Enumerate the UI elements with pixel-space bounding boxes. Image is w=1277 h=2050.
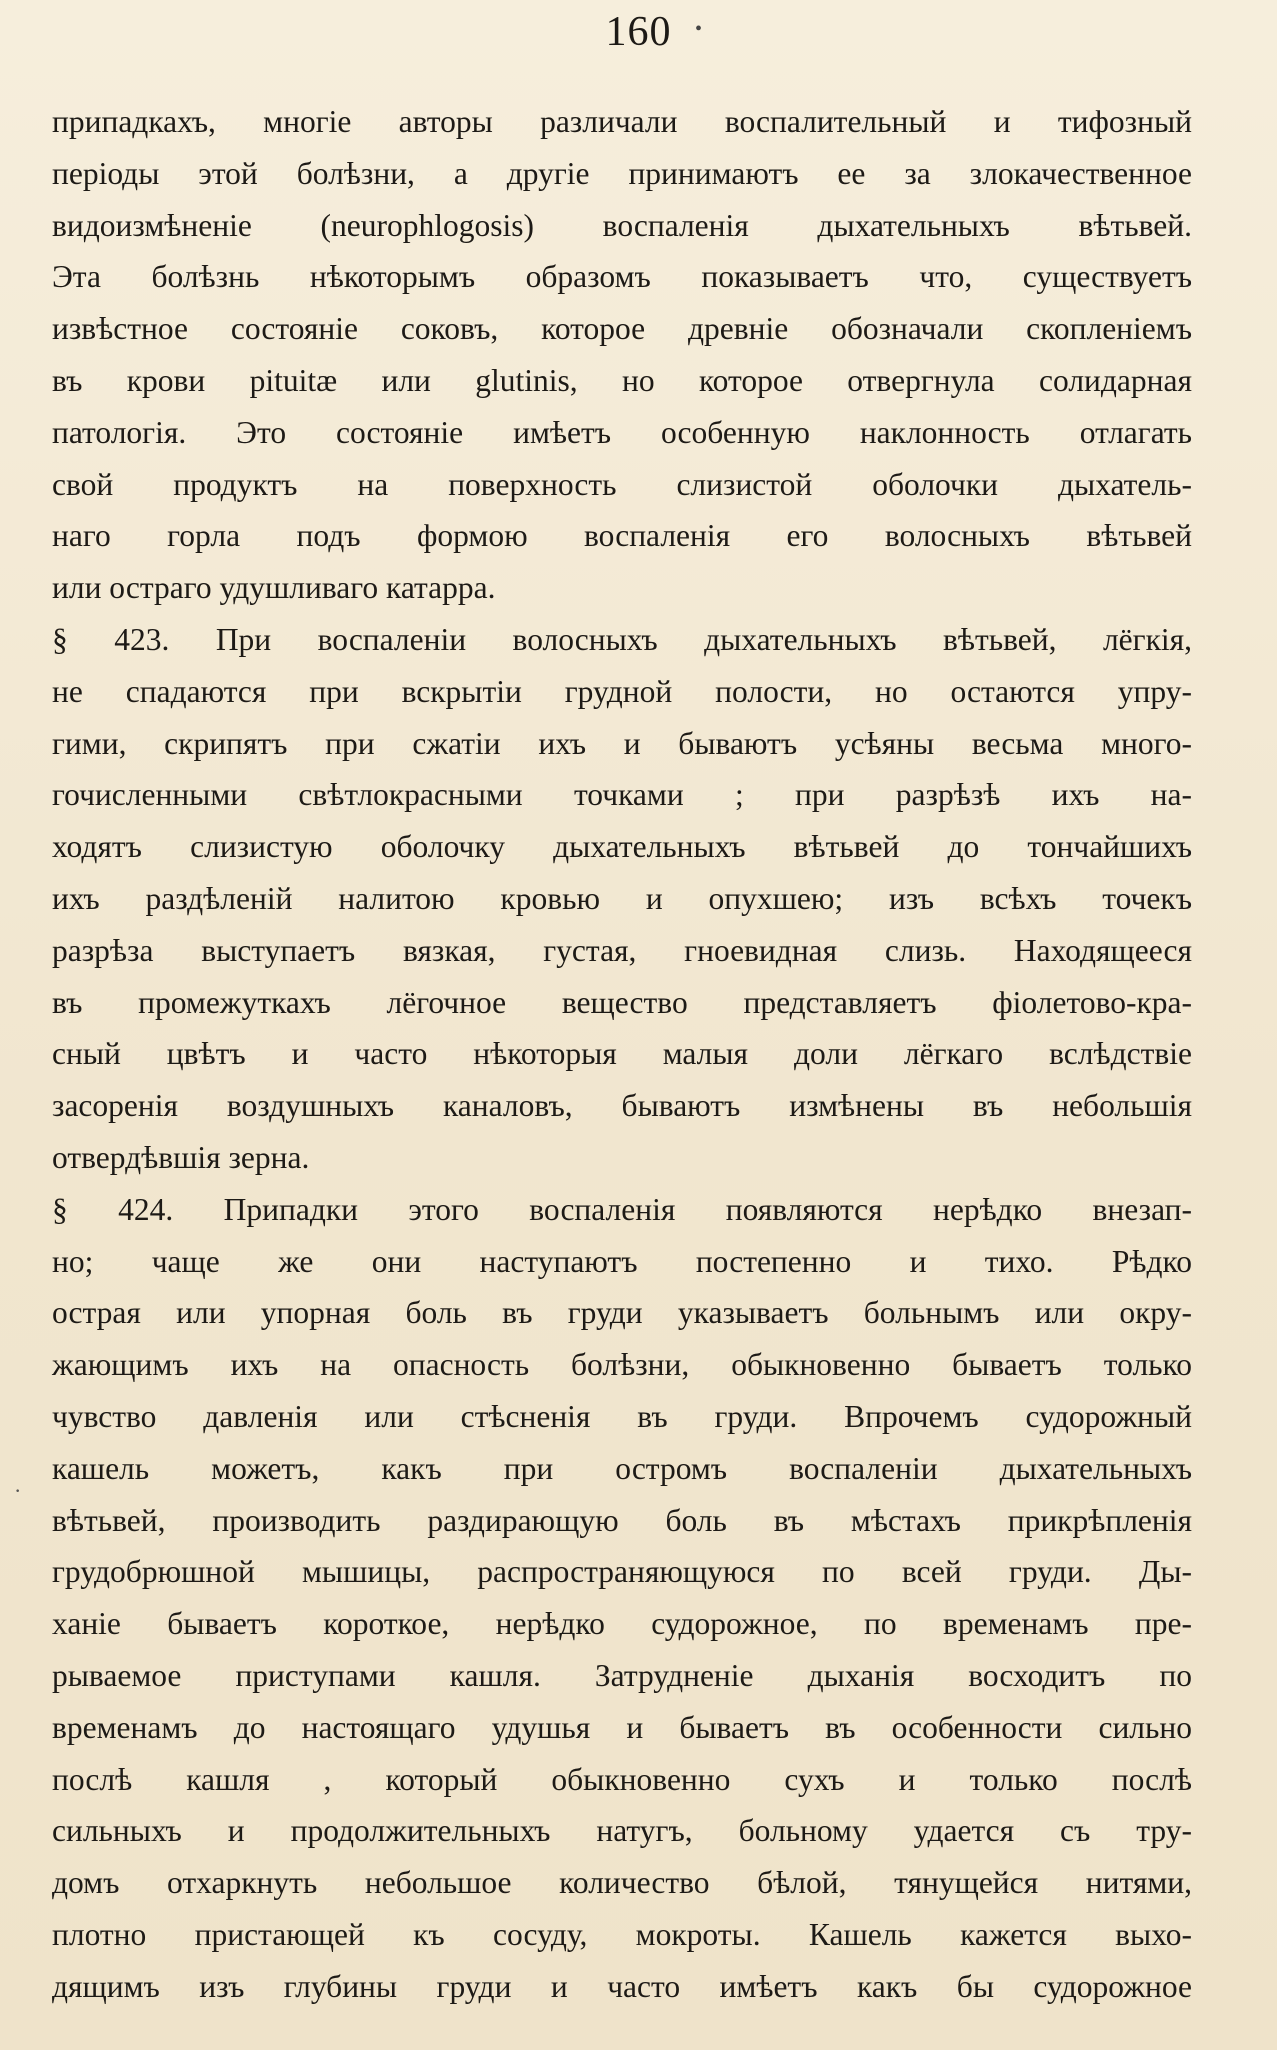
text-line: § 423. При воспаленіи волосныхъ дыхательныхъ вѣтьвей, лёгкія, [52,621,1192,657]
text-line: сный цвѣтъ и часто нѣкоторыя малыя доли лёгкаго вслѣдствіе [52,1036,1192,1072]
text-line: § 424. Припадки этого воспаленія появляются нерѣдко внезап- [52,1191,1192,1227]
text-line: грудобрюшной мышицы, распространяющуюся по всей груди. Ды- [52,1554,1192,1590]
text-line: отвердѣвшія зерна. [52,1139,310,1175]
text-line: періоды этой болѣзни, а другіе принимаютъ ее за злокачественное [52,155,1192,191]
text-line: гочисленными свѣтлокрасными точками ; при разрѣзѣ ихъ на- [52,777,1192,813]
page-number: 160 [605,9,672,55]
text-line: патологія. Это состояніе имѣетъ особенную наклонность отлагать [52,414,1192,450]
text-line: или остраго удушливаго катарра. [52,570,496,606]
text-line: рываемое приступами кашля. Затрудненіе дыханія восходитъ по [52,1657,1192,1693]
text-line: послѣ кашля , который обыкновенно сухъ и только послѣ [52,1761,1192,1797]
text-line: домъ отхаркнуть небольшое количество бѣлой, тянущейся нитями, [52,1865,1192,1901]
text-line: сильныхъ и продолжительныхъ натугъ, больному удается съ тру- [52,1813,1192,1849]
text-line: не спадаются при вскрытіи грудной полости, но остаются упру- [52,673,1192,709]
text-line: плотно пристающей къ сосуду, мокроты. Кашель кажется выхо- [52,1916,1192,1952]
text-line: Эта болѣзнь нѣкоторымъ образомъ показываетъ что, существуетъ [52,259,1192,295]
text-line: свой продуктъ на поверхность слизистой оболочки дыхатель- [52,466,1192,502]
text-line: засоренія воздушныхъ каналовъ, бываютъ измѣнены въ небольшія [52,1088,1192,1124]
text-line: кашель можетъ, какъ при остромъ воспаленіи дыхательныхъ [52,1450,1192,1486]
text-line: наго горла подъ формою воспаленія его волосныхъ вѣтьвей [52,518,1192,554]
text-line: но; чаще же они наступаютъ постепенно и тихо. Рѣдко [52,1243,1192,1279]
text-line: острая или упорная боль въ груди указываетъ больнымъ или окру- [52,1295,1192,1331]
text-line: припадкахъ, многіе авторы различали воспалительный и тифозный [52,104,1192,139]
text-line: видоизмѣненіе (neurophlogosis) воспаленія дыхательныхъ вѣтьвей. [52,207,1192,243]
text-line: гими, скрипятъ при сжатіи ихъ и бываютъ усѣяны весьма много- [52,725,1192,761]
text-line: ходятъ слизистую оболочку дыхательныхъ вѣтьвей до тончайшихъ [52,829,1192,865]
ink-speck: • [695,18,703,40]
text-line: дящимъ изъ глубины груди и часто имѣетъ какъ бы судорожное [52,1968,1192,2004]
text-line: чувство давленія или стѣсненія въ груди. Впрочемъ судорожный [52,1398,1192,1434]
text-line: ханіе бываетъ короткое, нерѣдко судорожное, по временамъ пре- [52,1606,1192,1642]
text-line: извѣстное состояніе соковъ, которое древніе обозначали скопленіемъ [52,311,1192,347]
text-line: въ промежуткахъ лёгочное вещество представляетъ фіолетово-кра- [52,984,1192,1020]
text-line: жающимъ ихъ на опасность болѣзни, обыкновенно бываетъ только [52,1347,1192,1383]
text-line: вѣтьвей, производить раздирающую боль въ мѣстахъ прикрѣпленія [52,1502,1192,1538]
margin-mark: · [14,1478,22,1503]
text-line: разрѣза выступаетъ вязкая, густая, гноевидная слизь. Находящееся [52,932,1192,968]
text-line: ихъ раздѣленій налитою кровью и опухшею; изъ всѣхъ точекъ [52,880,1192,916]
text-line: временамъ до настоящаго удушья и бываетъ въ особенности сильно [52,1709,1192,1745]
body-text [52,96,1192,2012]
text-line: въ крови pituitæ или glutinis, но которое отвергнула солидарная [52,362,1192,398]
